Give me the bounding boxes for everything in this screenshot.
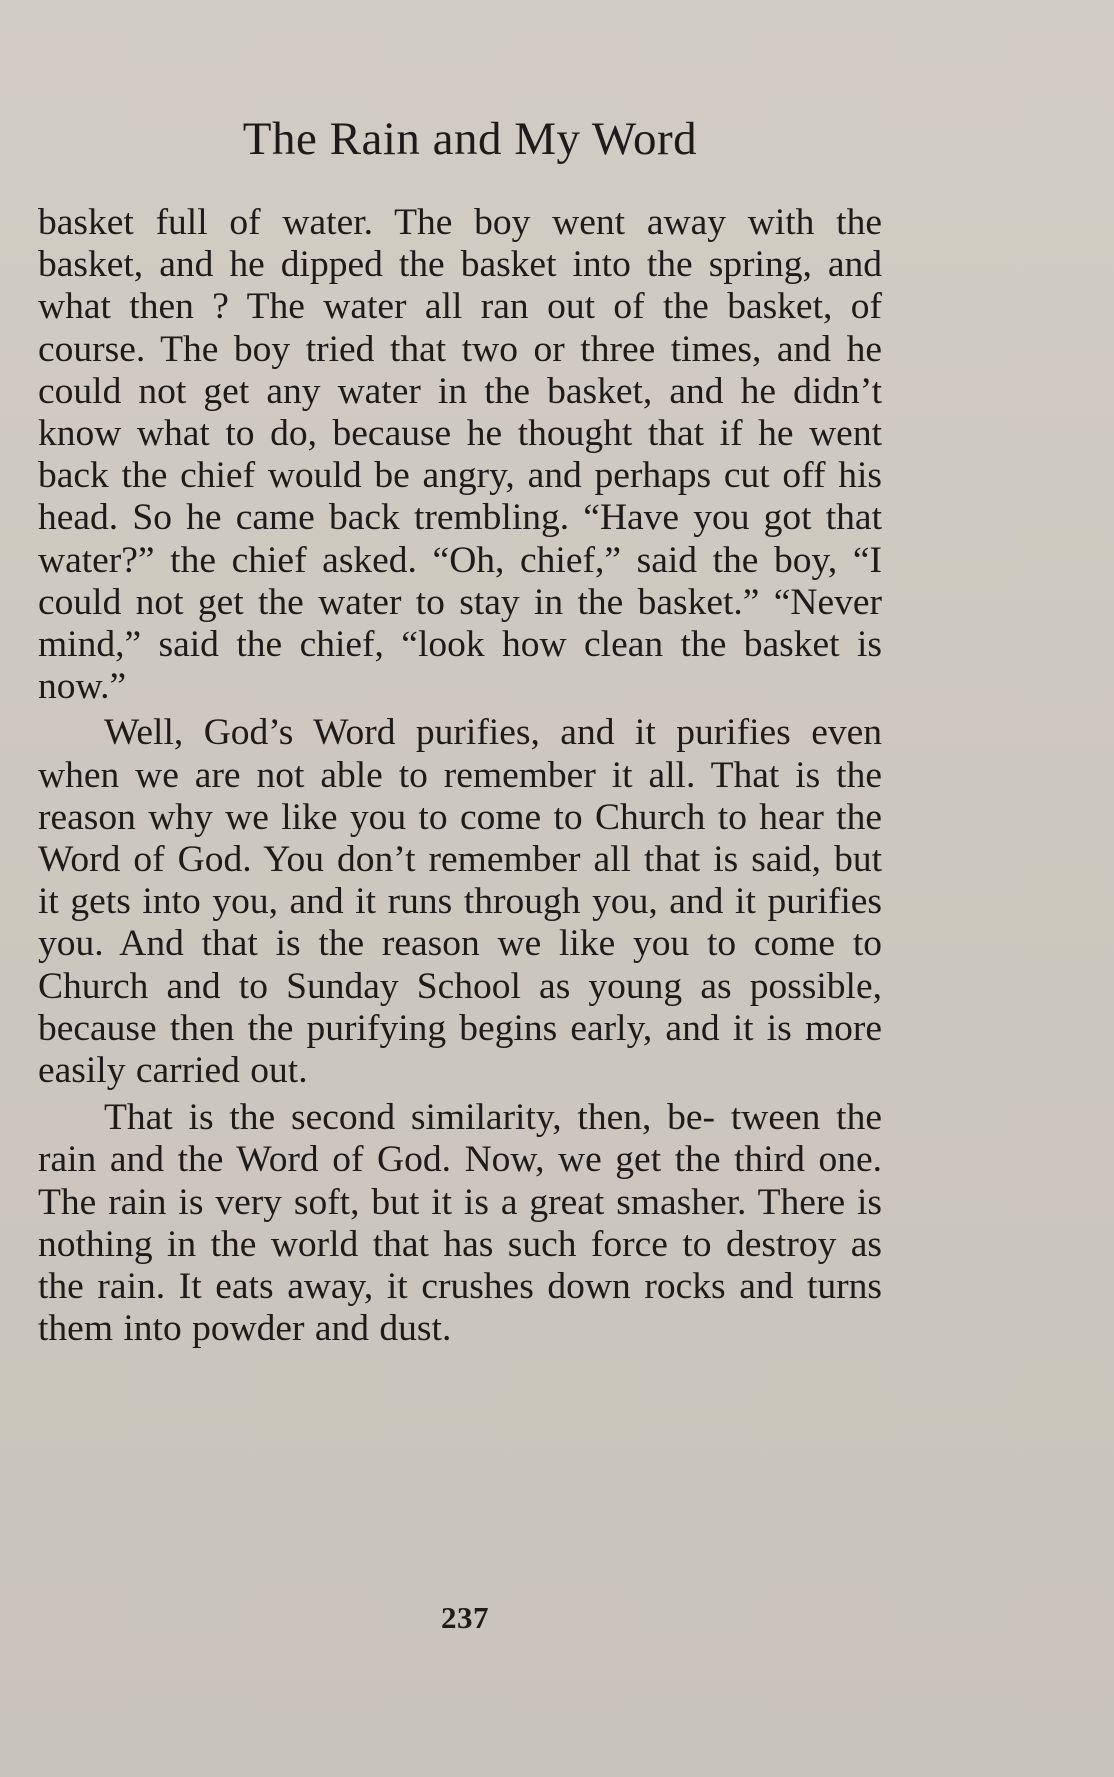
page-number: 237	[441, 1600, 489, 1635]
paragraph-continued: basket full of water. The boy went away with the basket, and he dipped the basket into the spring, and what then ? The water all ran out of the basket, of course. The boy tried that two or three times, and he could not get any water in the basket, and he didn’t know what to do, because he thought that if he went back the chief would be angry, and perhaps cut off his head. So he came back trembling. “Have you got that water?” the chief asked. “Oh, chief,” said the boy, “I could not get the water to stay in the basket.” “Never mind,” said the chief, “look how clean the basket is now.”	[38, 202, 882, 708]
body-text	[38, 202, 882, 1350]
paragraph-purifies: Well, God’s Word purifies, and it purifies even when we are not able to remember it all. That is the reason why we like you to come to Church to hear the Word of God. You don’t remember all that is said, but it gets into you, and it runs through you, and it purifies you. And that is the reason we like you to come to Church and to Sunday School as young as possible, because then the purifying begins early, and it is more easily carried out.	[38, 712, 882, 1092]
paragraph-third-similarity: That is the second similarity, then, be- tween the rain and the Word of God. Now, we get the third one. The rain is very soft, but it is a great smasher. There is nothing in the world that has such force to destroy as the rain. It eats away, it crushes down rocks and turns them into powder and dust.	[38, 1097, 882, 1350]
running-head: The Rain and My Word	[242, 113, 698, 165]
